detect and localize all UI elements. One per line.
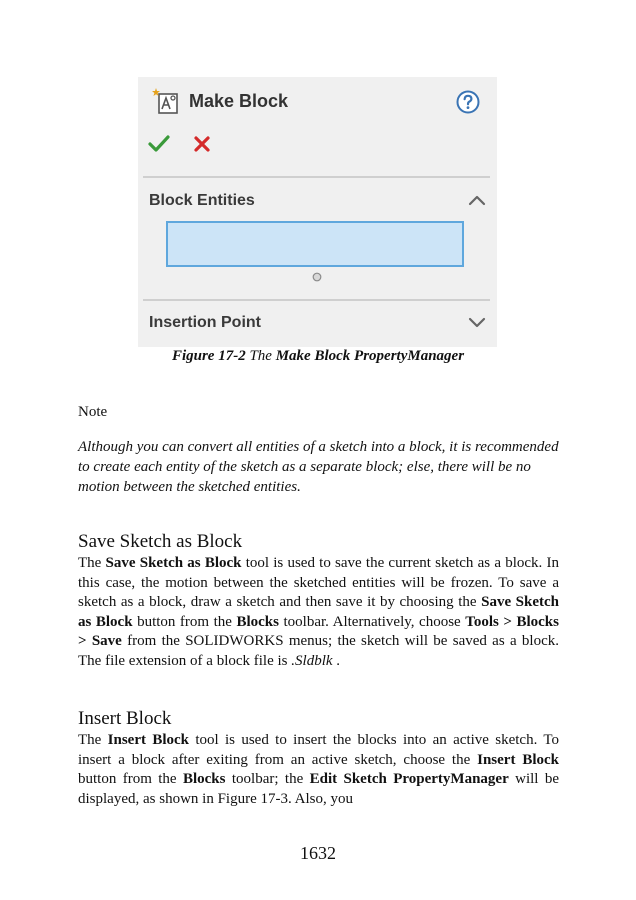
section-heading: Save Sketch as Block — [78, 531, 243, 552]
ok-check-icon[interactable] — [148, 134, 170, 154]
section-heading: Insert Block — [78, 708, 172, 729]
bold-term: Save Sketch as Block — [105, 555, 242, 571]
block-entities-selection-box[interactable] — [166, 221, 464, 267]
figure-caption — [0, 348, 636, 365]
figure-the: The — [249, 348, 272, 364]
text-run: from the SOLIDWORKS menus; the sketch will be saved as a block. The file extension of a block file is — [78, 633, 559, 669]
insert-block-paragraph — [78, 731, 559, 809]
bold-term: Insert Block — [107, 732, 189, 748]
text-run: button from the — [132, 613, 237, 630]
cancel-x-icon[interactable] — [192, 134, 212, 154]
figure-number: Figure 17-2 — [171, 348, 246, 364]
text-run: will be displayed, as shown in Figure 17-3. Also, you — [78, 771, 559, 807]
save-sketch-paragraph — [78, 554, 559, 671]
note-text: Although you can convert all entities of a sketch into a block, it is recommended to create each entity of the sketch as a separate block; else, there will be no motion between the sketched entities. — [78, 439, 559, 495]
text-run: . — [332, 652, 341, 669]
bold-term: Tools > Blocks > Save — [78, 613, 559, 649]
pm-divider — [143, 299, 490, 301]
bold-term: Save Sketch as Block — [78, 594, 559, 630]
italic-term: .Sldblk — [291, 652, 333, 669]
text-run: The — [78, 555, 106, 571]
bold-term: Insert Block — [477, 751, 559, 768]
text-run: tool is used to insert the blocks into an active sketch. To insert a block after exiting from an active sketch, choose the — [78, 732, 560, 768]
help-icon[interactable] — [456, 90, 480, 114]
note-label: Note — [78, 404, 108, 420]
insertion-point-section-title[interactable]: Insertion Point — [149, 314, 261, 331]
figure-caption-text: Make Block PropertyManager — [275, 348, 465, 364]
bold-term: Blocks — [236, 613, 279, 630]
pm-header — [138, 77, 497, 129]
pm-divider — [143, 176, 490, 178]
text-run: toolbar. Alternatively, choose — [278, 613, 466, 630]
text-run: toolbar; the — [225, 771, 310, 787]
chevron-down-icon[interactable] — [468, 316, 486, 328]
text-run: tool is used to save the current sketch as a block. In this case, the motion between the sketched entities will be frozen. To save a sketch as a block, draw a sketch and then save it by choosing the — [78, 555, 559, 610]
page-number: 1632 — [300, 843, 336, 863]
text-run: button from the — [78, 771, 183, 787]
pm-title: Make Block — [189, 91, 289, 111]
text-run: The — [78, 732, 108, 748]
bold-term: Blocks — [182, 771, 226, 787]
chevron-up-icon[interactable] — [468, 194, 486, 206]
block-entities-section-title[interactable]: Block Entities — [149, 192, 255, 209]
resize-handle-icon[interactable] — [312, 272, 322, 282]
make-block-property-manager — [138, 77, 497, 347]
bold-term: Edit Sketch PropertyManager — [309, 771, 509, 787]
make-block-icon — [150, 87, 180, 117]
